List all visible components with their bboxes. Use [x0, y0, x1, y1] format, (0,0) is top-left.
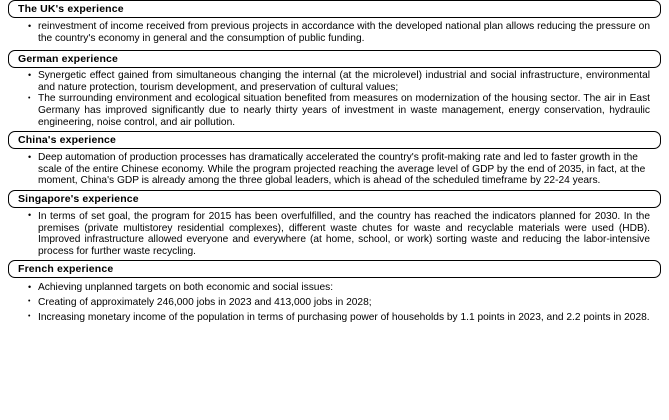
section-france [0, 260, 669, 323]
bullet-list-france [28, 282, 650, 323]
bullet-list-singapore [28, 211, 650, 257]
section-china [0, 131, 669, 187]
list-item: • The surrounding environment and ecological situation benefited from measures on modernization of the housing sector. The air in East Germany has improved significantly due to nearly thirty years of investment in waste management, energy conservation, hydraulic engineering, noise control, and air pollution. [28, 93, 650, 128]
list-item: • reinvestment of income received from previous projects in accordance with the developed national plan allows reducing the pressure on the country's economy in general and the consumption of public funding. [28, 21, 650, 44]
section-header-germany: German experience [8, 50, 661, 68]
section-body-france [0, 278, 669, 323]
section-singapore [0, 190, 669, 257]
section-body-germany [0, 68, 669, 128]
section-header-uk: The UK's experience [8, 0, 661, 18]
bullet-list-germany [28, 70, 650, 128]
list-item: • Increasing monetary income of the population in terms of purchasing power of households by 1.1 points in 2023, and 2.2 points in 2028. [28, 312, 650, 324]
section-body-singapore [0, 208, 669, 257]
section-germany [0, 50, 669, 128]
bullet-list-china [28, 152, 650, 187]
list-item: • Deep automation of production processes has dramatically accelerated the country's profit-making rate and led to faster growth in the scale of the entire Chinese economy. While the program projected reaching the average level of GDP by the end of 2035, in fact, at the moment, China's GDP is already among the three global leaders, which is ahead of the scheduled timeframe by 22-24 years. [28, 152, 650, 187]
section-header-singapore: Singapore's experience [8, 190, 661, 208]
section-body-uk [0, 18, 669, 46]
list-item: • In terms of set goal, the program for 2015 has been overfulfilled, and the country has reached the indicators planned for 2030. In the premises (private multistorey residential complexes), different waste chutes for waste and recyclable materials were used (HDB). Improved infrastructure allowed everyone and everywhere (at home, school, or work) sorting waste and reducing the labor-intensive process for further waste recycling. [28, 211, 650, 257]
list-item: • Creating of approximately 246,000 jobs in 2023 and 413,000 jobs in 2028; [28, 297, 650, 309]
list-item: • Achieving unplanned targets on both economic and social issues: [28, 282, 650, 294]
list-item: • Synergetic effect gained from simultaneous changing the internal (at the microlevel) industrial and social infrastructure, environmental and nature protection, tourism development, and preservation of cultural values; [28, 70, 650, 93]
bullet-list-uk [28, 21, 650, 44]
section-body-china [0, 149, 669, 187]
section-header-france: French experience [8, 260, 661, 278]
section-uk [0, 0, 669, 46]
section-header-china: China's experience [8, 131, 661, 149]
